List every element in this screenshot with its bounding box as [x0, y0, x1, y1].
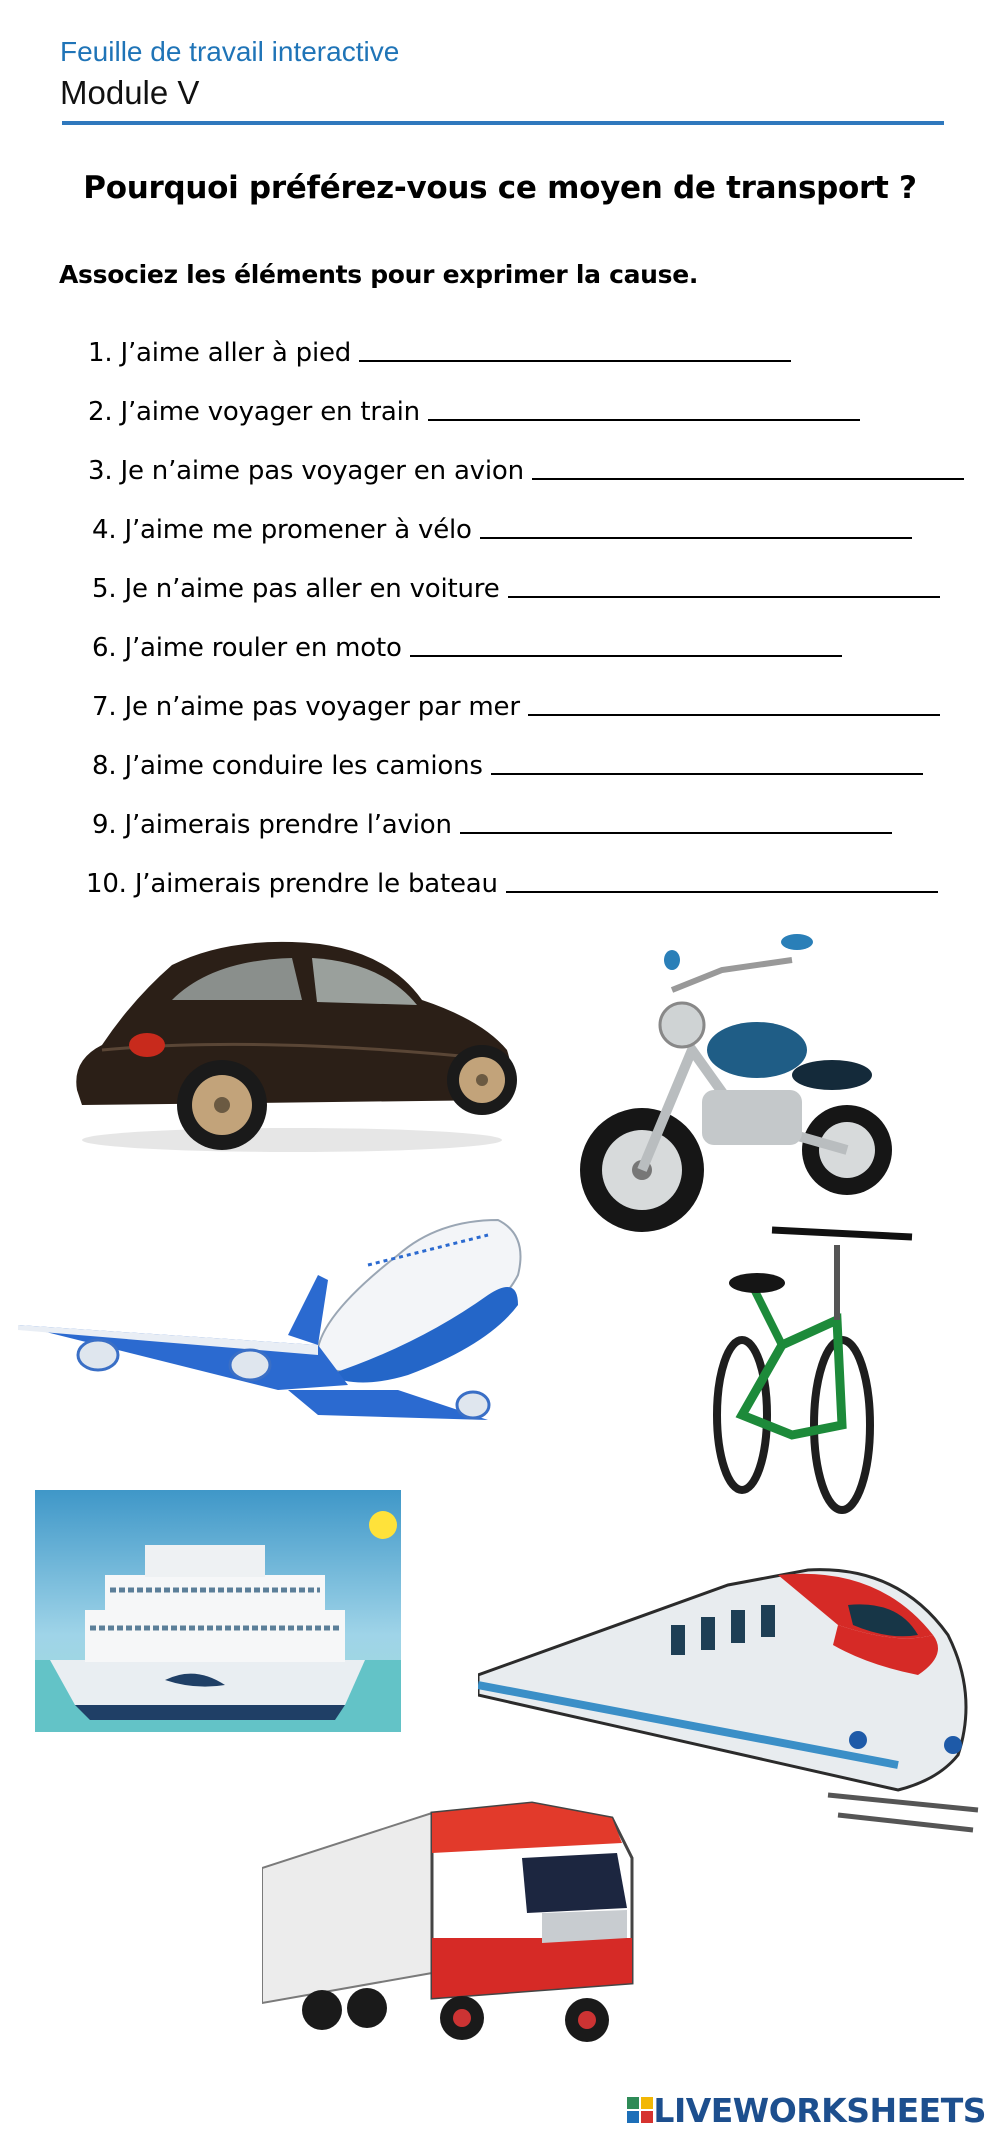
- liveworksheets-logo[interactable]: [627, 2091, 986, 2130]
- answer-blank[interactable]: [460, 831, 892, 834]
- answer-blank[interactable]: [508, 595, 940, 598]
- worksheet-kicker: Feuille de travail interactive: [60, 36, 400, 67]
- item-text: 8. J’aime conduire les camions: [92, 751, 483, 781]
- instructions: Associez les éléments pour exprimer la cause.: [59, 260, 699, 289]
- logo-blocks-icon: [627, 2097, 653, 2125]
- train-image[interactable]: [478, 1565, 988, 1835]
- item-text: 4. J’aime me promener à vélo: [92, 515, 472, 545]
- answer-blank[interactable]: [528, 713, 940, 716]
- answer-blank[interactable]: [506, 890, 938, 893]
- item-text: 3. Je n’aime pas voyager en avion: [88, 456, 524, 486]
- item-text: 1. J’aime aller à pied: [88, 338, 352, 368]
- airplane-image[interactable]: [18, 1215, 538, 1435]
- answer-blank[interactable]: [410, 654, 842, 657]
- exercise-item: [92, 515, 912, 545]
- exercise-item: [86, 869, 938, 899]
- item-text: 2. J’aime voyager en train: [88, 397, 420, 427]
- exercise-item: [88, 338, 791, 368]
- exercise-item: [92, 810, 892, 840]
- exercise-item: [88, 456, 964, 486]
- exercise-item: [92, 574, 940, 604]
- motorcycle-image[interactable]: [572, 930, 902, 1260]
- brand-name: LIVEWORKSHEETS: [653, 2091, 986, 2130]
- car-image[interactable]: [62, 940, 522, 1160]
- exercise-item: [92, 751, 923, 781]
- bicycle-image[interactable]: [712, 1225, 922, 1525]
- item-text: 7. Je n’aime pas voyager par mer: [92, 692, 520, 722]
- module-title: Module V: [60, 74, 200, 111]
- exercise-item: [92, 633, 842, 663]
- exercise-item: [88, 397, 860, 427]
- header-divider: [62, 121, 944, 125]
- answer-blank[interactable]: [359, 359, 791, 362]
- item-text: 6. J’aime rouler en moto: [92, 633, 402, 663]
- exercise-item: [92, 692, 940, 722]
- cruise-ship-image[interactable]: [35, 1490, 401, 1732]
- answer-blank[interactable]: [428, 418, 860, 421]
- item-text: 5. Je n’aime pas aller en voiture: [92, 574, 500, 604]
- answer-blank[interactable]: [491, 772, 923, 775]
- item-text: 10. J’aimerais prendre le bateau: [86, 869, 498, 899]
- item-text: 9. J’aimerais prendre l’avion: [92, 810, 452, 840]
- answer-blank[interactable]: [532, 477, 964, 480]
- truck-image[interactable]: [262, 1798, 638, 2048]
- answer-blank[interactable]: [480, 536, 912, 539]
- question-title: Pourquoi préférez-vous ce moyen de transport ?: [83, 170, 917, 206]
